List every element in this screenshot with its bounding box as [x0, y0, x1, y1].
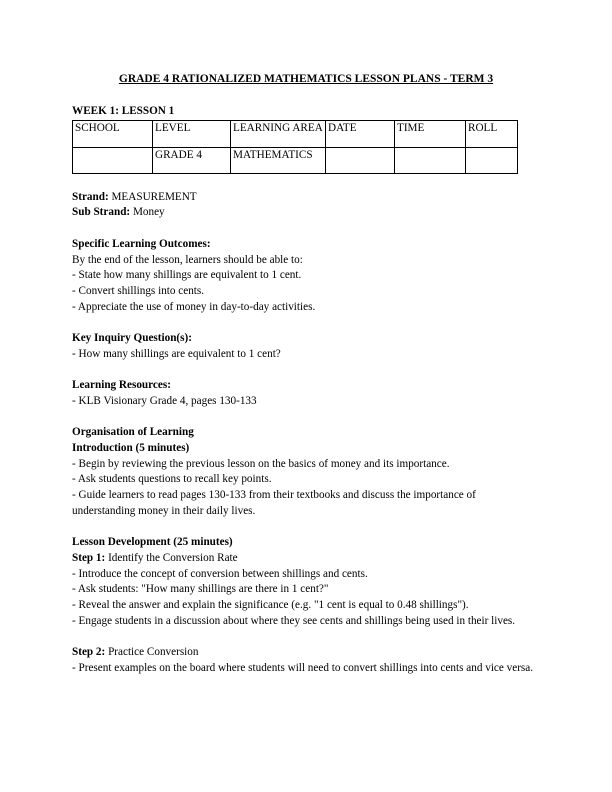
- list-item: - Convert shillings into cents.: [72, 284, 205, 297]
- sub-strand-label: Sub Strand:: [72, 206, 131, 219]
- step1-label: Step 1:: [72, 551, 106, 564]
- document-title: GRADE 4 RATIONALIZED MATHEMATICS LESSON PLANS - TERM 3: [118, 73, 494, 85]
- outcomes-heading: Specific Learning Outcomes:: [72, 237, 211, 250]
- step1-line: [72, 551, 542, 567]
- list-item: - Introduce the concept of conversion between shillings and cents.: [72, 567, 368, 580]
- table-cell: DATE: [326, 120, 395, 147]
- list-item: - How many shillings are equivalent to 1 cent?: [72, 347, 281, 360]
- list-item: - Appreciate the use of money in day-to-day activities.: [72, 300, 316, 313]
- step2-line: [72, 645, 542, 661]
- table-cell: [395, 147, 466, 173]
- table-cell: [466, 147, 518, 173]
- table-cell: SCHOOL: [73, 120, 153, 147]
- table-cell: [326, 147, 395, 173]
- table-row: [73, 147, 518, 173]
- strand-label: Strand:: [72, 190, 109, 203]
- list-item: - Ask students questions to recall key points.: [72, 473, 272, 486]
- table-cell: [73, 147, 153, 173]
- table-cell: ROLL: [466, 120, 518, 147]
- list-item: - KLB Visionary Grade 4, pages 130-133: [72, 394, 257, 407]
- table-cell: LEARNING AREA: [231, 120, 326, 147]
- development-heading: Lesson Development (25 minutes): [72, 536, 233, 549]
- table-cell: MATHEMATICS: [231, 147, 326, 173]
- list-item: - State how many shillings are equivalent to 1 cent.: [72, 269, 302, 282]
- lesson-info-table: [72, 120, 518, 174]
- resources-heading: Learning Resources:: [72, 379, 171, 392]
- list-item: - Reveal the answer and explain the significance (e.g. "1 cent is equal to 0.48 shillings").: [72, 598, 469, 611]
- sub-strand-value: Money: [130, 206, 165, 219]
- list-item: - Engage students in a discussion about where they see cents and shillings being used in their lives.: [72, 614, 516, 627]
- sub-strand-line: [72, 205, 542, 221]
- table-header-row: [73, 120, 518, 147]
- step1-title: Identify the Conversion Rate: [105, 551, 238, 564]
- strand-line: [72, 190, 542, 206]
- table-cell: LEVEL: [153, 120, 231, 147]
- list-item: - Present examples on the board where students will need to convert shillings into cents and vice versa.: [72, 661, 534, 674]
- step2-title: Practice Conversion: [105, 646, 199, 658]
- strand-value: MEASUREMENT: [108, 190, 197, 203]
- list-item: - Begin by reviewing the previous lesson on the basics of money and its importance.: [72, 457, 450, 470]
- table-cell: TIME: [395, 120, 466, 147]
- list-item: - Ask students: "How many shillings are there in 1 cent?": [72, 583, 329, 596]
- outcomes-intro: By the end of the lesson, learners should be able to:: [72, 253, 303, 266]
- week-label: WEEK 1: LESSON 1: [72, 105, 175, 117]
- step2-label: Step 2:: [72, 646, 106, 658]
- table-cell: GRADE 4: [153, 147, 231, 173]
- inquiry-heading: Key Inquiry Question(s):: [72, 332, 192, 344]
- introduction-heading: Introduction (5 minutes): [72, 441, 190, 454]
- organisation-heading: Organisation of Learning: [72, 426, 194, 439]
- lesson-content: [72, 104, 542, 676]
- list-item: - Guide learners to read pages 130-133 from their textbooks and discuss the importance of understanding money in their daily lives.: [72, 489, 476, 517]
